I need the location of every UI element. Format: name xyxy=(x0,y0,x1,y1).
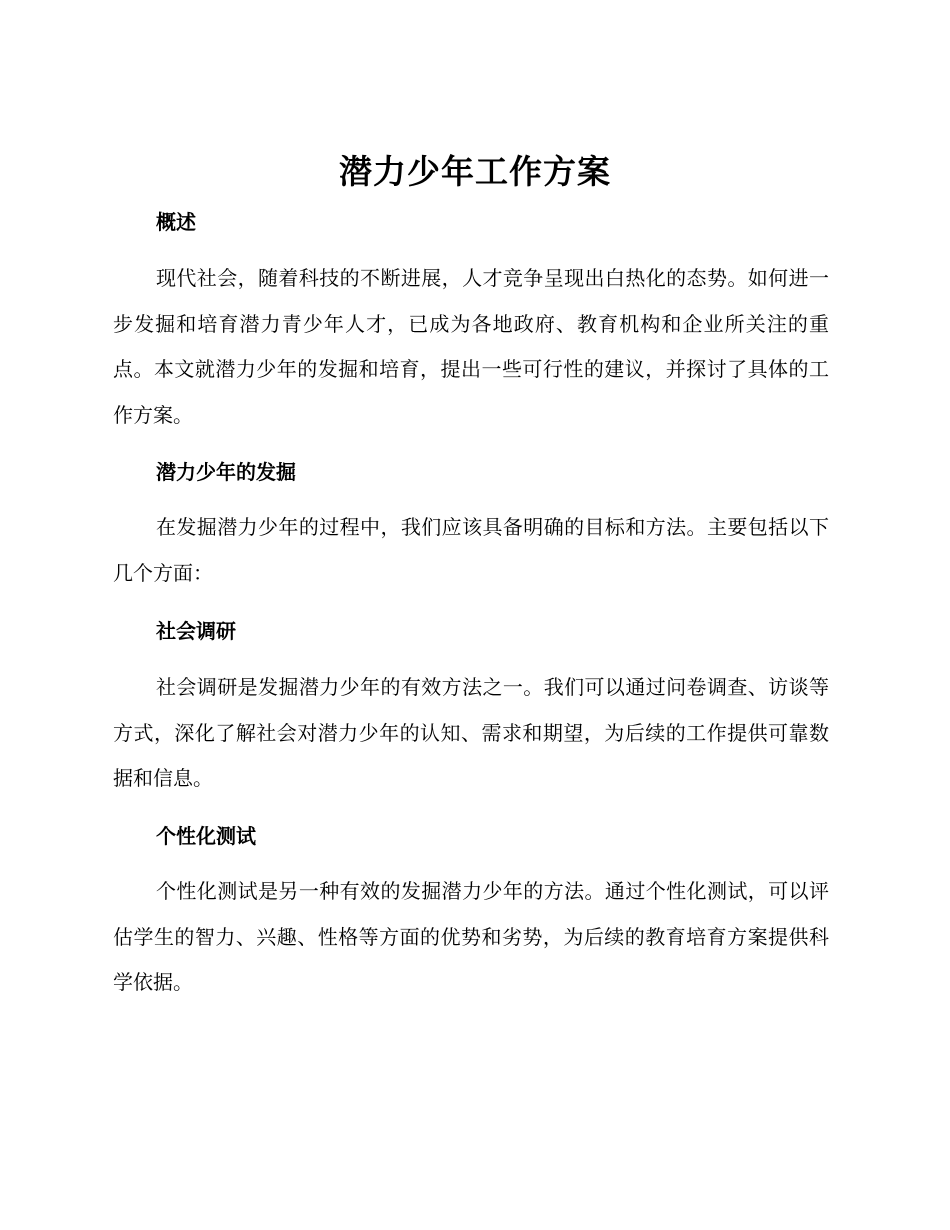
section-heading-social-survey: 社会调研 xyxy=(156,619,236,643)
section-heading-overview: 概述 xyxy=(156,210,196,234)
section-paragraph-social-survey: 社会调研是发掘潜力少年的有效方法之一。我们可以通过问卷调查、访谈等方式，深化了解社会对潜力少年的认知、需求和期望，为后续的工作提供可靠数据和信息。 xyxy=(113,675,829,790)
section-paragraph-discovery: 在发掘潜力少年的过程中，我们应该具备明确的目标和方法。主要包括以下几个方面： xyxy=(113,515,829,585)
section-paragraph-personalized-testing: 个性化测试是另一种有效的发掘潜力少年的方法。通过个性化测试，可以评估学生的智力、兴趣、性格等方面的优势和劣势，为后续的教育培育方案提供科学依据。 xyxy=(113,879,829,994)
section-heading-discovery: 潜力少年的发掘 xyxy=(156,460,296,484)
document-title: 潜力少年工作方案 xyxy=(339,152,611,191)
section-paragraph-overview: 现代社会，随着科技的不断进展，人才竞争呈现出白热化的态势。如何进一步发掘和培育潜力青少年人才，已成为各地政府、教育机构和企业所关注的重点。本文就潜力少年的发掘和培育，提出一些可行性的建议，并探讨了具体的工作方案。 xyxy=(113,266,829,427)
section-heading-personalized-testing: 个性化测试 xyxy=(156,824,256,848)
